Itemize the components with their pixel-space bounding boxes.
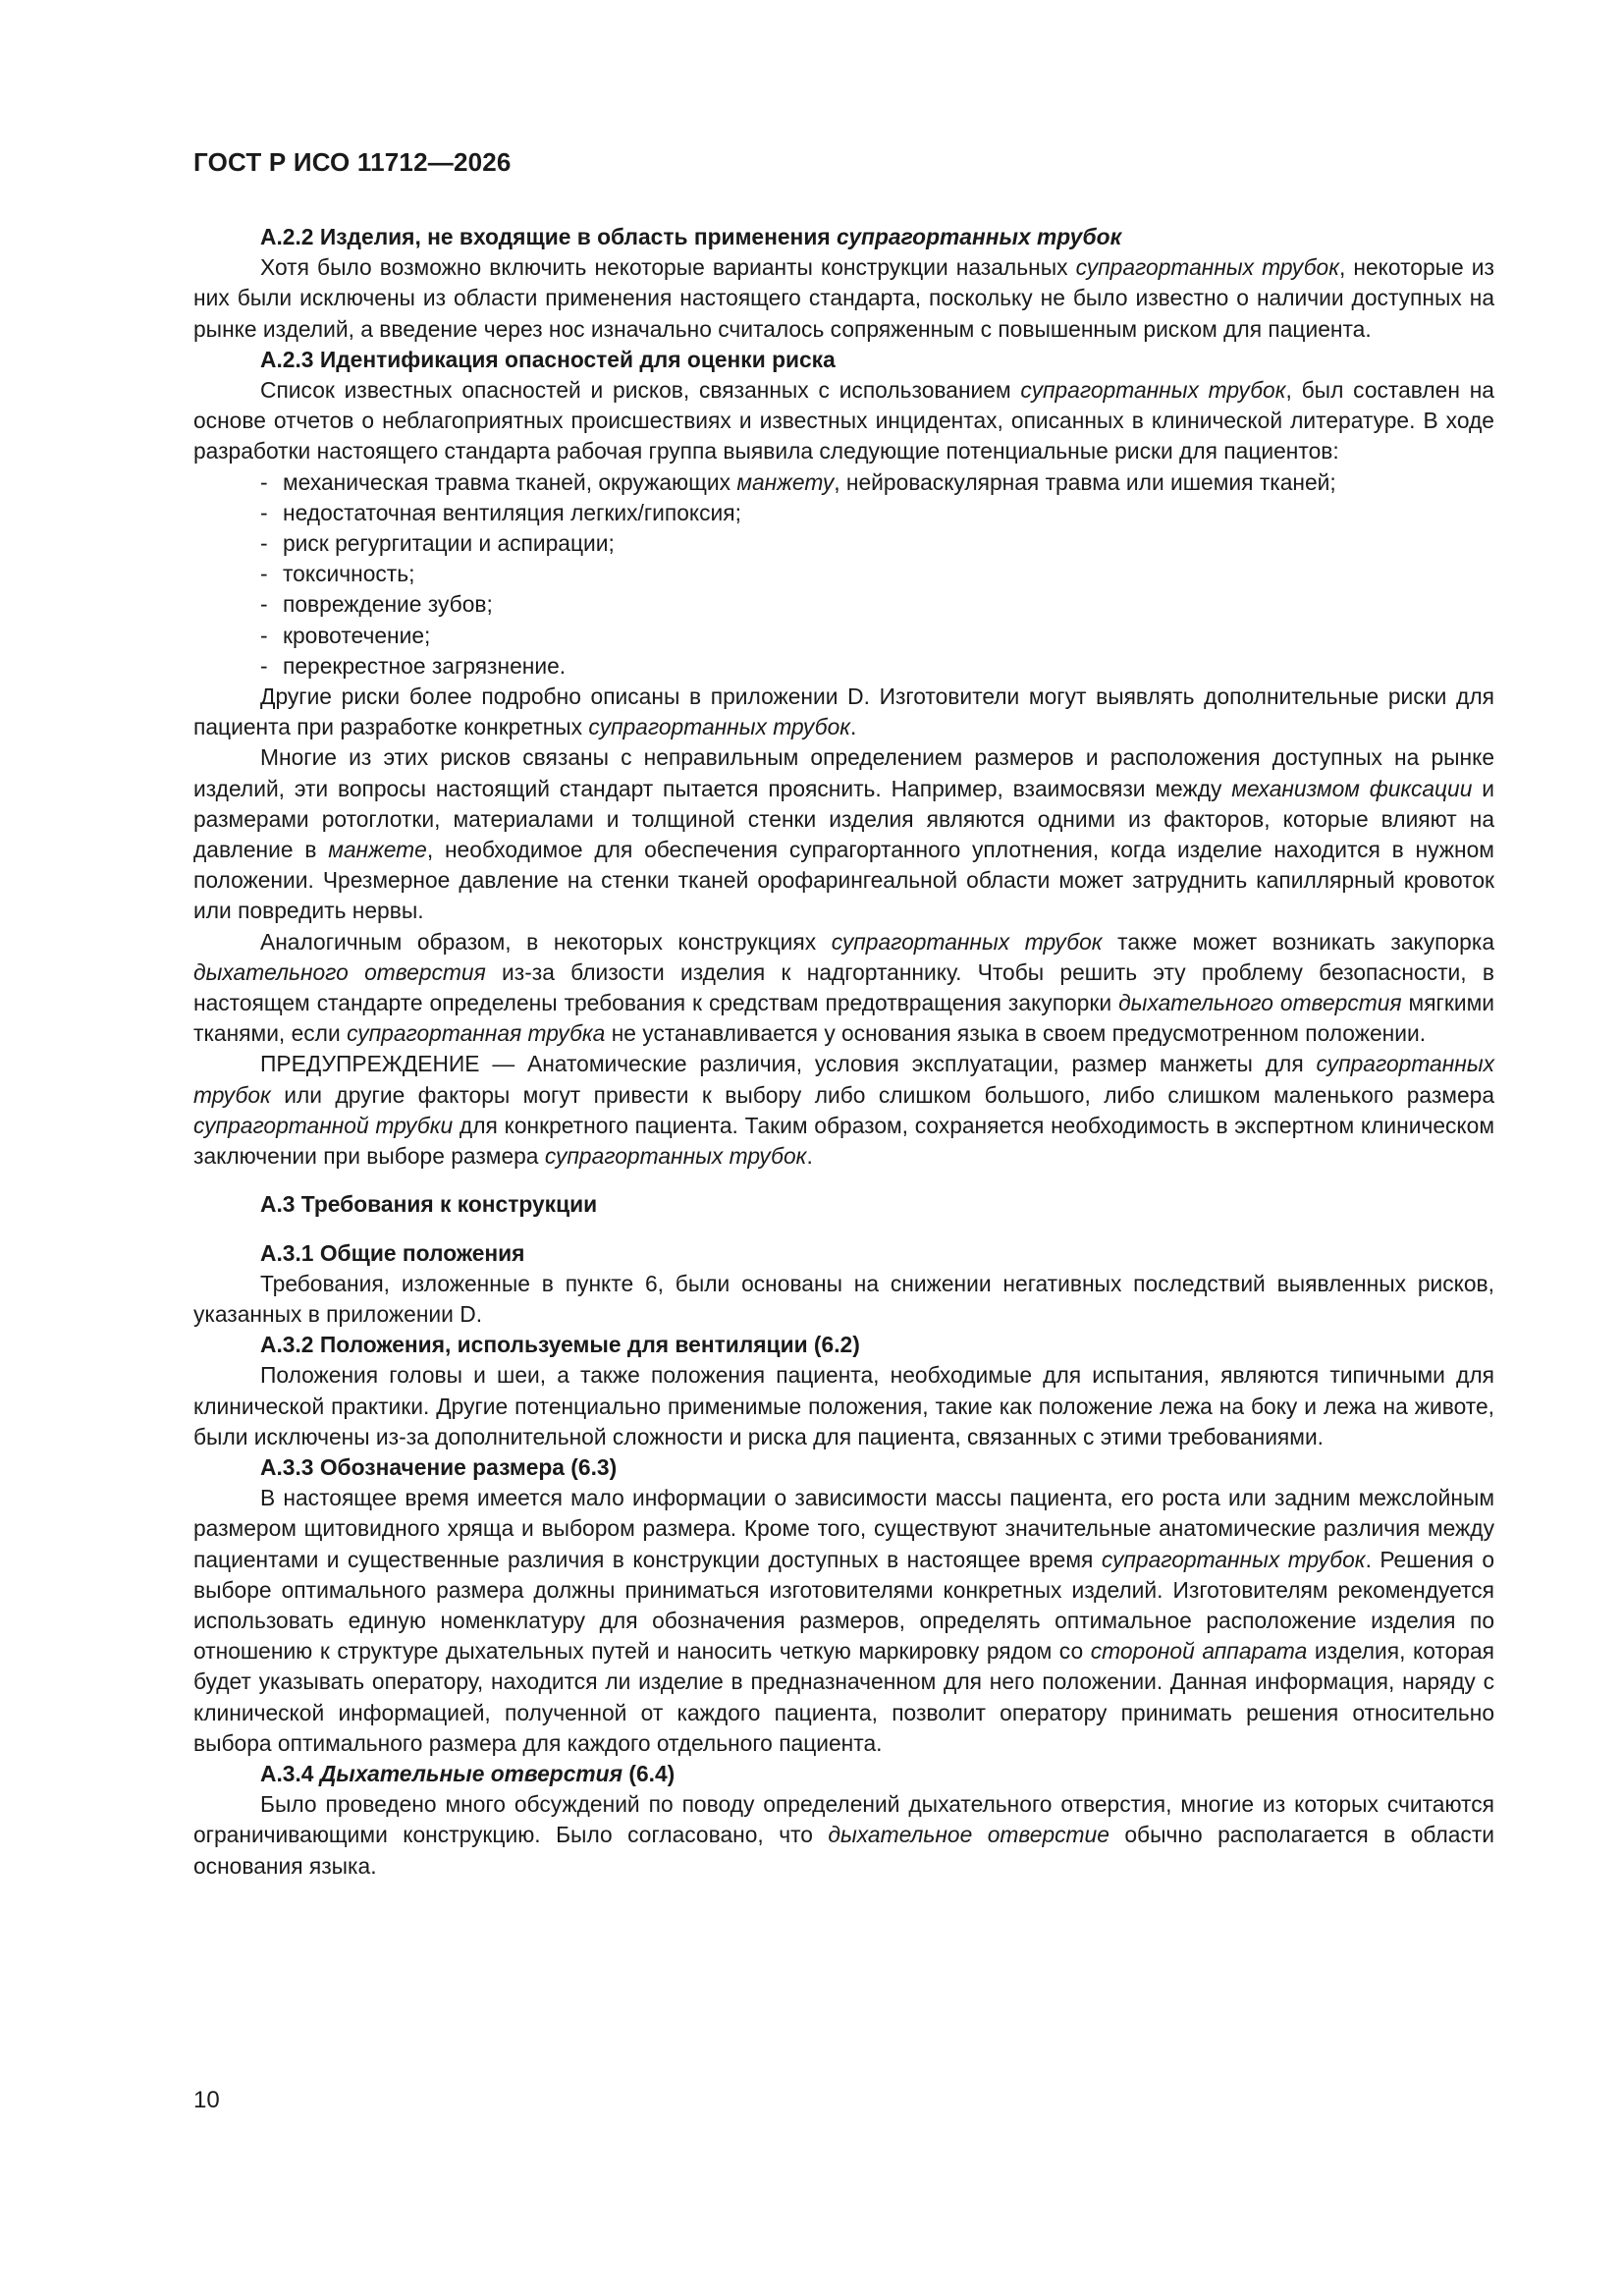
section-heading-a22 [193,222,1494,252]
risk-list [193,467,1494,682]
document-code-header: ГОСТ Р ИСО 11712—2026 [193,147,512,177]
page-number: 10 [193,2087,220,2113]
list-item: - кровотечение; [193,621,1494,651]
paragraph-a33-1: В настоящее время имеется мало информации о зависимости массы пациента, его роста или задним межслойным размером щитовидного хряща и выбором размера. Кроме того, существуют значительные анатомические различия между пациентами и существенные различия в конструкции доступных в настоящее время супрагортанных трубок. Решения о выборе оптимального размера должны приниматься изготовителями конкретных изделий. Изготовителям рекомендуется использовать единую номенклатуру для обозначения размеров, определять оптимальное расположение изделия по отношению к структуре дыхательных путей и наносить четкую маркировку рядом со стороной аппарата изделия, которая будет указывать оператору, находится ли изделие в предназначенном для него положении. Данная информация, наряду с клинической информацией, полученной от каждого пациента, позволит оператору принимать решения относительно выбора оптимального размера для каждого отдельного пациента. [193,1485,1495,1756]
section-heading-a23: A.2.3 Идентификация опасностей для оценки риска [260,346,836,372]
list-item: - риск регургитации и аспирации; [193,528,1494,559]
section-heading-a31: A.3.1 Общие положения [260,1239,525,1266]
heading-term: супрагортанных трубок [836,224,1122,249]
paragraph-a22-1: Хотя было возможно включить некоторые варианты конструкции назальных супрагортанных трубок, некоторые из них были исключены из области применения настоящего стандарта, поскольку не было известно о наличии доступных на рынке изделий, а введение через нос изначально считалось сопряженным с повышенным риском для пациента. [193,254,1494,342]
paragraph-a23-1: Список известных опасностей и рисков, связанных с использованием супрагортанных трубок, был составлен на основе отчетов о неблагоприятных происшествиях и известных инцидентах, описанных в клинической литературе. В ходе разработки настоящего стандарта рабочая группа выявила следующие потенциальные риски для пациентов: [193,377,1494,465]
document-body [193,222,1494,1882]
paragraph-a31-1: Требования, изложенные в пункте 6, были основаны на снижении негативных последствий выявленных рисков, указанных в приложении D. [193,1270,1494,1327]
paragraph-a32-1: Положения головы и шеи, а также положения пациента, необходимые для испытания, являются типичными для клинической практики. Другие потенциально применимые положения, такие как положение лежа на боку и лежа на животе, были исключены из-за дополнительной сложности и риска для пациента, связанных с этими требованиями. [193,1362,1494,1449]
list-item: - повреждение зубов; [193,589,1494,620]
paragraph-a23-3: Многие из этих рисков связаны с неправильным определением размеров и расположения доступных на рынке изделий, эти вопросы настоящий стандарт пытается прояснить. Например, взаимосвязи между механизмом фиксации и размерами ротоглотки, материалами и толщиной стенки изделия являются одними из факторов, которые влияют на давление в манжете, необходимое для обеспечения супрагортанного уплотнения, когда изделие находится в нужном положении. Чрезмерное давление на стенки тканей орофарингеальной области может затруднить капиллярный кровоток или повредить нервы. [193,744,1494,924]
list-item: - механическая травма тканей, окружающих манжету, нейроваскулярная травма или ишемия тканей; [193,467,1494,498]
paragraph-a23-2: Другие риски более подробно описаны в приложении D. Изготовители могут выявлять дополнительные риски для пациента при разработке конкретных супрагортанных трубок. [193,683,1494,740]
heading-text: A.2.2 Изделия, не входящие в область применения [260,224,837,249]
list-item: - недостаточная вентиляция легких/гипоксия; [193,498,1494,528]
section-heading-a33: A.3.3 Обозначение размера (6.3) [260,1453,618,1480]
list-item: - токсичность; [193,559,1494,589]
section-heading-a34: A.3.4 Дыхательные отверстия (6.4) [260,1760,676,1786]
section-heading-a32: A.3.2 Положения, используемые для вентиляции (6.2) [260,1332,860,1358]
section-heading-a3: A.3 Требования к конструкции [260,1191,598,1218]
list-item: - перекрестное загрязнение. [193,651,1494,682]
warning-paragraph: ПРЕДУПРЕЖДЕНИЕ — Анатомические различия, условия эксплуатации, размер манжеты для супрагортанных трубок или другие факторы могут привести к выбору либо слишком большого, либо слишком маленького размера супрагортанной трубки для конкретного пациента. Таким образом, сохраняется необходимость в экспертном клиническом заключении при выборе размера супрагортанных трубок. [193,1051,1494,1170]
paragraph-a23-4: Аналогичным образом, в некоторых конструкциях супрагортанных трубок также может возникать закупорка дыхательного отверстия из-за близости изделия к надгортаннику. Чтобы решить эту проблему безопасности, в настоящем стандарте определены требования к средствам предотвращения закупорки дыхательного отверстия мягкими тканями, если супрагортанная трубка не устанавливается у основания языка в своем предусмотренном положении. [193,928,1494,1047]
paragraph-a34-1: Было проведено много обсуждений по поводу определений дыхательного отверстия, многие из которых считаются ограничивающими конструкцию. Было согласовано, что дыхательное отверстие обычно располагается в области основания языка. [193,1791,1495,1879]
